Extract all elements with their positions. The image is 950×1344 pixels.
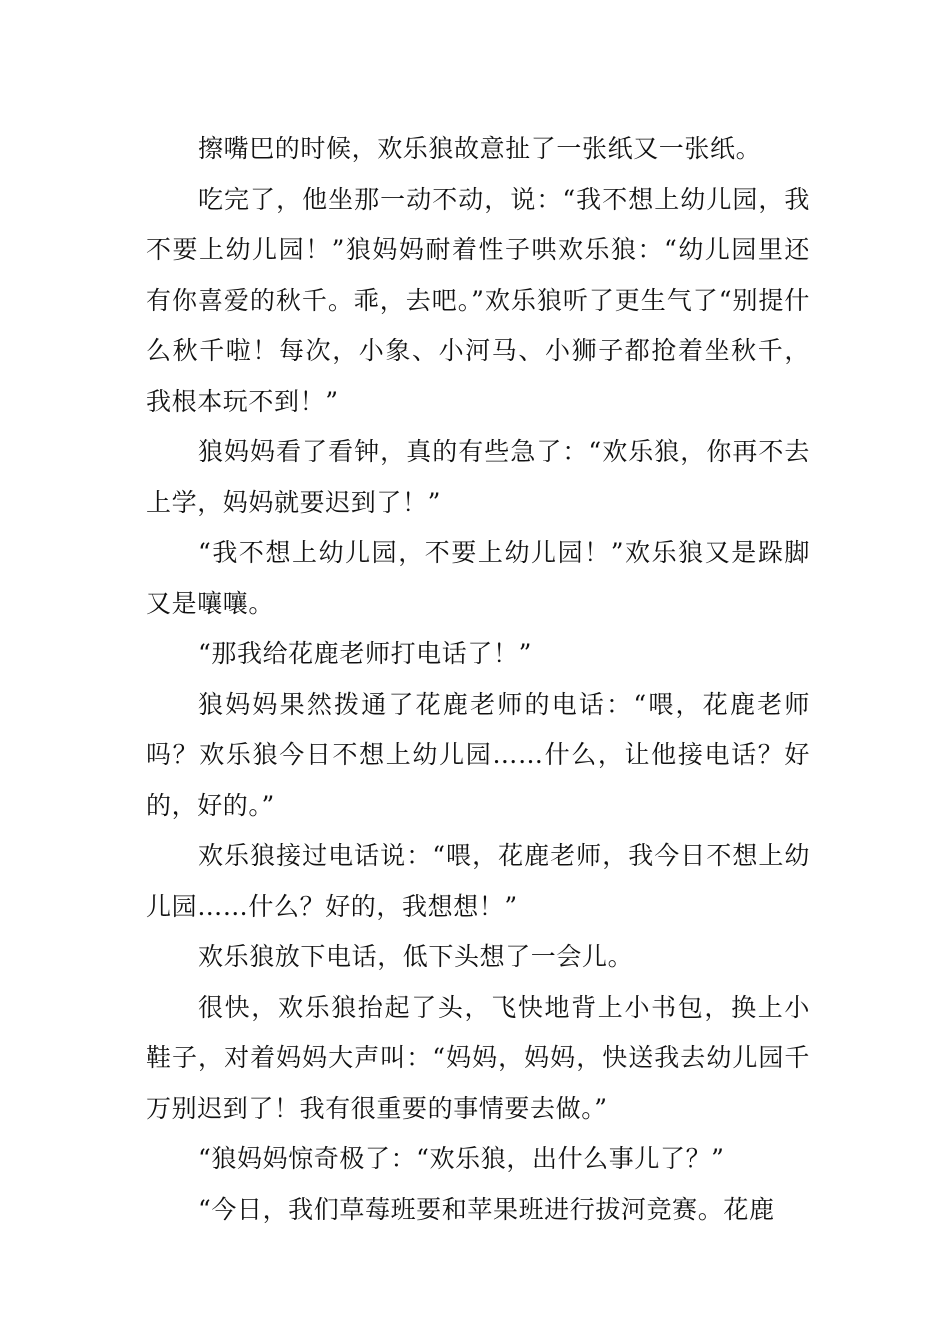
paragraph-4: “我不想上幼儿园，不要上幼儿园！”欢乐狼又是跺脚又是嚷嚷。 [146, 538, 810, 618]
paragraph-10: “狼妈妈惊奇极了：“欢乐狼，出什么事儿了？” [198, 1144, 725, 1173]
paragraph-5: “那我给花鹿老师打电话了！” [198, 639, 532, 668]
paragraph-2: 吃完了，他坐那一动不动，说：“我不想上幼儿园，我不要上幼儿园！”狼妈妈耐着性子哄欢乐狼：“幼儿园里还有你喜爱的秋千。乖，去吧。”欢乐狼听了更生气了“别提什么秋千啦！每次，小象、小河马、小狮子都抢着坐秋千，我根本玩不到！” [146, 184, 810, 416]
paragraph-9: 很快，欢乐狼抬起了头，飞快地背上小书包，换上小鞋子，对着妈妈大声叫：“妈妈，妈妈，快送我去幼儿园千万别迟到了！我有很重要的事情要去做。” [146, 992, 810, 1123]
paragraph-6: 狼妈妈果然拨通了花鹿老师的电话：“喂，花鹿老师吗？欢乐狼今日不想上幼儿园……什么，让他接电话？好的，好的。” [146, 689, 810, 820]
paragraph-11: “今日，我们草莓班要和苹果班进行拔河竞赛。花鹿 [198, 1194, 775, 1224]
paragraph-3: 狼妈妈看了看钟，真的有些急了：“欢乐狼，你再不去上学，妈妈就要迟到了！” [146, 437, 810, 517]
paragraph-1: 擦嘴巴的时候，欢乐狼故意扯了一张纸又一张纸。 [198, 134, 762, 163]
story-text [146, 124, 810, 1235]
paragraph-8: 欢乐狼放下电话，低下头想了一会儿。 [198, 942, 634, 971]
paragraph-7: 欢乐狼接过电话说：“喂，花鹿老师，我今日不想上幼儿园……什么？好的，我想想！” [146, 841, 810, 921]
